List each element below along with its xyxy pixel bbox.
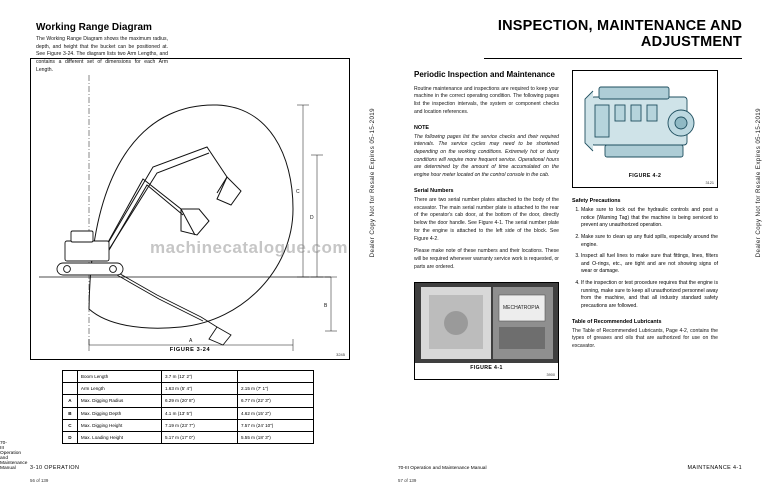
watermark-text: machinecatalogue.com [150, 238, 349, 257]
list-item: 3. Inspect all fuel lines to make sure that fittings, lines, filters and O-rings, etc., are tight and are not showing signs of wear or damage. [581, 253, 718, 276]
row-label: Arm Length [77, 383, 161, 395]
dimension-label-c: C [296, 189, 300, 195]
lubricants-text: The Table of Recommended Lubricants, Page 4-2, contains the types of greases and oils that are authorized for use on the excavator. [572, 327, 718, 350]
serial-paragraph-2: Please make note of these numbers and their locations. These will be required whenever warranty service work is requested, or parts are ordered. [414, 248, 559, 270]
safety-precautions-heading: Safety Precautions [572, 198, 621, 204]
row-label: Max. Digging Radius [77, 395, 161, 407]
copyright-vertical-note: Dealer Copy Not for Resale Expires 05-15-2019 [755, 108, 762, 258]
table-row [63, 431, 314, 443]
engine-photo [573, 71, 717, 171]
row-value-2: 7.57 m (24' 10") [237, 419, 313, 431]
figure-number: 3245 [336, 352, 345, 357]
note-label: NOTE [414, 124, 429, 131]
row-value-1: 6.29 m (20' 8") [161, 395, 237, 407]
note-text: The following pages list the service checks and their required intervals. The service cycles may need to be shortened depending on the working conditions. Extremely hot or dusty conditions will require more frequent service. Operational hours are determined by the amount of time accumulated on the engine hour meter located on the control console in the cab. [414, 133, 559, 179]
row-value-2: 5.55 m (18' 3") [237, 431, 313, 443]
figure-number: 3900 [546, 372, 555, 377]
footer-page-number: 56 of 139 [30, 478, 49, 483]
title-rule [484, 58, 742, 59]
table-row [63, 371, 314, 383]
serial-paragraph-1: There are two serial number plates attached to the body of the excavator. The main serial number plate is attached to the rear of the operator's cab door, at the bottom of the door, directly below the door handle. See Figure 4-1. The serial number plate for the engine is attached to the left side of the block. See Figure 4-2. [414, 196, 559, 242]
row-value-1: 4.1 m (13' 5") [161, 407, 237, 419]
page-title: Working Range Diagram [36, 22, 152, 33]
section-heading: Periodic Inspection and Maintenance [414, 70, 555, 79]
lubricants-heading: Table of Recommended Lubricants [572, 318, 662, 325]
footer-left: 3-10 OPERATION [30, 465, 80, 471]
dimension-label-d: D [310, 215, 314, 221]
list-item: 1. Make sure to lock out the hydraulic controls and post a notice (Warning Tag) that the machine is being serviced to prevent any unauthorized operation. [581, 207, 718, 230]
table-row [63, 383, 314, 395]
row-value-1: 5.17 m (17' 0") [161, 431, 237, 443]
list-item: 4. If the inspection or test procedure requires that the engine is running, make sure to keep all unauthorized personnel away from the machine, and that all industry standard safety precautions are followed. [581, 280, 718, 311]
dimension-label-b: B [324, 303, 328, 309]
footer-left: 70-III Operation and Maintenance Manual [398, 466, 487, 471]
figure-number: 3121 [705, 181, 714, 185]
table-header-boom-length: Boom Length [77, 371, 161, 383]
row-value-2: 2.15 m (7' 1") [237, 383, 313, 395]
row-key [63, 383, 78, 395]
footer-right: MAINTENANCE 4-1 [687, 465, 742, 471]
svg-text:MECHATROPIA: MECHATROPIA [503, 304, 540, 311]
table-row [63, 419, 314, 431]
serial-numbers-heading: Serial Numbers [414, 187, 454, 194]
row-key: D [63, 431, 78, 443]
figure-caption: FIGURE 4-2 [628, 173, 662, 179]
right-column-right [572, 70, 718, 351]
safety-precautions-list [572, 207, 718, 311]
footer-page-number: 57 of 139 [398, 478, 417, 483]
chapter-title: INSPECTION, MAINTENANCE AND ADJUSTMENT [497, 18, 742, 51]
row-key: A [63, 395, 78, 407]
row-value-2: 4.62 m (15' 2") [237, 407, 313, 419]
row-key: B [63, 407, 78, 419]
working-range-drawing [31, 59, 347, 357]
intro-paragraph: Routine maintenance and inspections are required to keep your machine in the correct operating condition. The following pages list the inspection intervals, the system or component checks and location references. [414, 85, 559, 115]
serial-plate-photo [415, 283, 558, 363]
row-label: Max. Digging Height [77, 419, 161, 431]
figure-4-2 [572, 70, 718, 188]
row-value-1: 7.19 m (23' 7") [161, 419, 237, 431]
copyright-vertical-note: Dealer Copy Not for Resale Expires 05-15-2019 [369, 108, 376, 258]
row-label: Max. Digging Depth [77, 407, 161, 419]
table-header-boom-value: 3.7 m (12' 2") [161, 371, 237, 383]
figure-caption: FIGURE 3-24 [169, 347, 211, 353]
table-cell [63, 371, 78, 383]
table-row [63, 407, 314, 419]
row-value-1: 1.63 m (5' 4") [161, 383, 237, 395]
table-header-blank [237, 371, 313, 383]
list-item: 2. Make sure to clean up any fluid spills, especially around the engine. [581, 234, 718, 249]
working-range-diagram [30, 58, 350, 360]
left-page: Working Range Diagram The Working Range Diagram shows the maximum radius, depth, and height that the bucket can be positioned at. See Figure 3-24. The diagram lists two Arm Lengths, and contains a different set of dimensions for each Arm Length. Dealer Copy Not for Resale Expires 05-15-2019 C D A B FIGURE 3-24 3245 Boom Length 3.7 m (12' 2") Arm Length 1.63 m (5' 4") 2.15 m (7' 1") A Max. Digging Radius 6.29 m (20' 8") 6.77 m (22' 3") B Max. Digging Depth 4.1 m (13' 5") 4.62 m (15' 2") C Max. Digging Height 7.19 m (23' 7") 7.57 m (24' 10") D Max. Loading Height 5.17 m (17' 0") 5.55 m (18' 3") 3-10 OPERATION 70-III Operation and Maintenance Manual 56 of 139 [0, 0, 385, 495]
row-value-2: 6.77 m (22' 3") [237, 395, 313, 407]
dimension-label-a: A [189, 338, 193, 344]
specification-table [62, 370, 314, 444]
row-label: Max. Loading Height [77, 431, 161, 443]
intro-paragraph: The Working Range Diagram shows the maximum radius, depth, and height that the bucket can be positioned at. See Figure 3-24. The diagram lists two Arm Lengths, and contains a different set of dimensions for each Arm Length. [36, 36, 168, 73]
figure-4-1 [414, 282, 559, 380]
figure-caption: FIGURE 4-1 [470, 364, 503, 371]
table-row [63, 395, 314, 407]
right-column-left [414, 70, 559, 380]
row-key: C [63, 419, 78, 431]
